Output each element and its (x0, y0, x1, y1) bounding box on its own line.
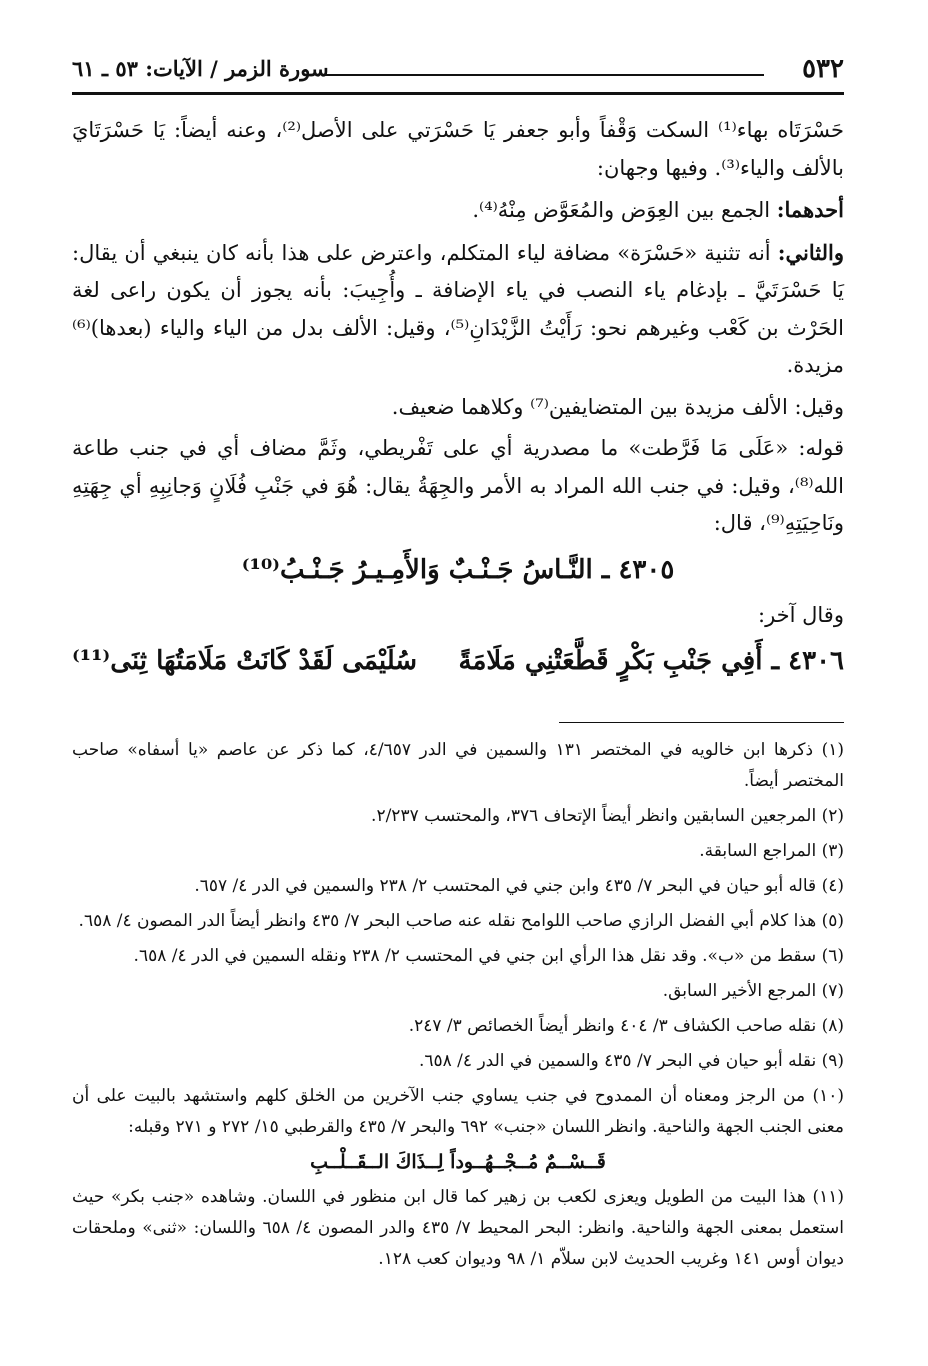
footnote: (٨) نقله صاحب الكشاف ٣/ ٤٠٤ وانظر أيضاً الخصائص ٣/ ٢٤٧. (408, 1016, 844, 1036)
lead-term: والثاني: (777, 239, 844, 265)
footnote: (٣) المراجع السابقة. (699, 841, 844, 861)
footnote: (١٠) من الرجز ومعناه أن الممدوح في جنب يساوي جنب الآخرين من الخلق كلهم واستشهد بالبيت على أن معنى الجنب الجهة والناحية. وانظر اللسان «جنب» ٦٩٢ والبحر ٧/ ٤٣٥ والقرطبي ١٥/ ٢٧٢ و ٢٧١ وقبله: (72, 1086, 844, 1137)
footnote: (٦) سقط من «ب». وقد نقل هذا الرأي ابن جني في المحتسب ٢/ ٢٣٨ ونقله السمين في الدر ٤/ ٦٥٨. (133, 946, 844, 966)
footnote: (٥) هذا كلام أبي الفضل الرازي صاحب اللوامح نقله عنه صاحب البحر ٧/ ٤٣٥ وانظر أيضاً الدر المصون ٤/ ٦٥٨. (78, 911, 844, 931)
footnote: (١) ذكرها ابن خالويه في المختصر ١٣١ والسمين في الدر ٤/٦٥٧، كما ذكر عن عاصم «يا أسفاه» صاحب المختصر أيضاً. (72, 740, 844, 791)
paragraph: أحدهما: الجمع بين العِوَض والمُعَوَّض مِنْهُ⁽⁴⁾. (472, 197, 844, 222)
paragraph: قوله: «عَلَى مَا فَرَّطت» ما مصدرية أي على تَفْريطي، وثَمَّ مضاف أي في جنب طاعة الله⁽⁸⁾، وقيل: في جنب الله المراد به الأمر والجِهَةُ يقال: هُوَ في جَنْبِ فُلَانٍ وَجانِبِهِ أي جِهَتِهِ ونَاحِيَتِهِ⁽⁹⁾، قال: (72, 436, 844, 535)
footnote-separator (559, 722, 844, 723)
main-text (72, 112, 844, 688)
paragraph: حَسْرَتَاه بهاء⁽¹⁾ السكت وَقْفاً وأبو جعفر يَا حَسْرَتي على الأصل⁽²⁾، وعنه أيضاً: يَا حَسْرَتَايَ بالألف والياء⁽³⁾. وفيها وجهان: (72, 118, 844, 180)
footnote: (٧) المرجع الأخير السابق. (662, 981, 844, 1001)
footnote: (١١) هذا البيت من الطويل ويعزى لكعب بن زهير كما قال ابن منظور في اللسان. وشاهده «جنب بكر» حيث استعمل بمعنى الجهة والناحية. وانظر: البحر المحيط ٧/ ٤٣٥ والدر المصون ٤/ ٦٥٨ واللسان: «ثنى» وملحقات ديوان أوس ١٤١ وغريب الحديث لابن سلاّم ١/ ٩٨ وديوان كعب ١٢٨. (72, 1187, 844, 1269)
paragraph: وقيل: الألف مزيدة بين المتضايفين⁽⁷⁾ وكلاهما ضعيف. (391, 394, 844, 419)
lead-term: أحدهما: (776, 197, 844, 222)
paragraph: والثاني: أنه تثنية «حَسْرَة» مضافة لياء المتكلم، واعترض على هذا بأنه كان ينبغي أن يقال: يَا حَسْرَتَيَّ ـ بإدغام ياء النصب في ياء الإضافة ـ وأُجِيبَ: بأنه يجوز أن يكون راعى لغة الحَرْث بن كَعْب وغيرهم نحو: رَأَيْتُ الزَّيْدَانِ⁽⁵⁾، وقيل: الألف بدل من الياء والياء (بعدها)⁽⁶⁾ مزيدة. (72, 239, 844, 377)
footnotes (72, 735, 844, 1279)
paragraph: وقال آخر: (758, 602, 844, 627)
poetry-verse: ٤٣٠٥ ـ النَّـاسُ جَـنْـبٌ وَالأَمِـيـرُ جَـنْـبُ⁽¹⁰⁾ (241, 554, 675, 585)
footnote-verse: قَــسْــمٌ مُــجْــهُــوداً لِــذَاكَ الــقَــلْــبِ (310, 1151, 606, 1173)
section-title: سورة الزمر / الآيات: ٥٣ ـ ٦١ (72, 56, 329, 81)
poetry-verse (72, 640, 844, 682)
verse-second-half: سُلَيْمَى لَقَدْ كَانَتْ مَلَامَتُهَا ثِنَى⁽¹¹⁾ (72, 646, 418, 676)
footnote: (٩) نقله أبو حيان في البحر ٧/ ٤٣٥ والسمين في الدر ٤/ ٦٥٨. (418, 1051, 844, 1071)
page-number: ٥٣٢ (802, 54, 844, 84)
footnote: (٢) المرجعين السابقين وانظر أيضاً الإتحاف ٣٧٦، والمحتسب ٢/٢٣٧. (371, 806, 844, 826)
header-rule (322, 74, 764, 76)
page-header (72, 54, 844, 95)
footnote: (٤) قاله أبو حيان في البحر ٧/ ٤٣٥ وابن جني في المحتسب ٢/ ٢٣٨ والسمين في الدر ٤/ ٦٥٧. (194, 876, 844, 896)
verse-first-half: ٤٣٠٦ ـ أَفِي جَنْبِ بَكْرٍ قَطَّعَتْنِي مَلَامَةً (458, 646, 844, 676)
